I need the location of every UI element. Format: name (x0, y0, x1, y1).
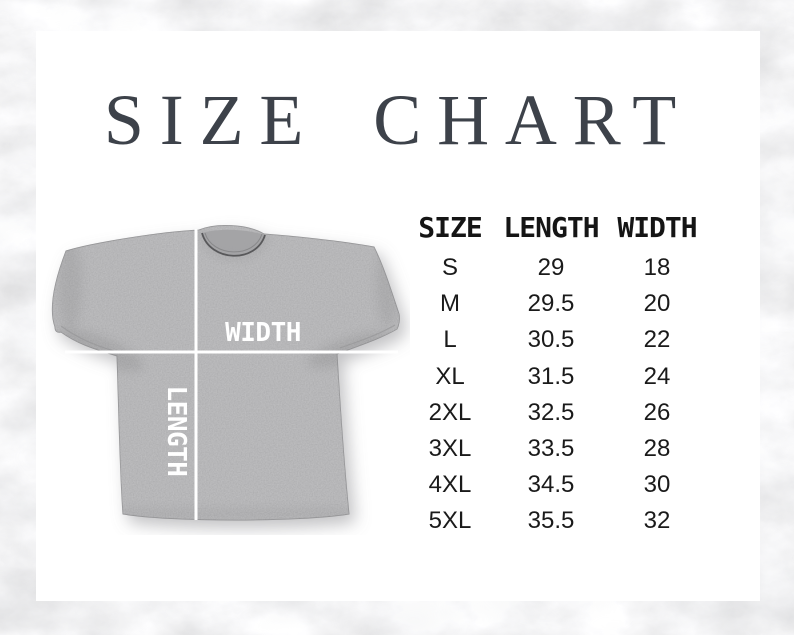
tshirt-fabric-texture (40, 215, 410, 535)
cell-width: 22 (643, 326, 671, 354)
size-table (405, 208, 707, 540)
cell-size: 2XL (428, 398, 472, 426)
cell-width: 30 (643, 471, 671, 499)
cell-length: 32.5 (527, 398, 575, 426)
column-header-length: LENGTH (503, 211, 599, 244)
table-row (405, 503, 707, 539)
cell-width: 24 (643, 362, 671, 390)
cell-width: 20 (643, 290, 671, 318)
cell-length: 34.5 (527, 471, 575, 499)
cell-size: 3XL (428, 434, 472, 462)
cell-size: M (440, 290, 460, 318)
column-header-size: SIZE (418, 211, 482, 244)
width-measure-line (65, 351, 398, 354)
table-row (405, 395, 707, 431)
cell-length: 29.5 (527, 290, 575, 318)
cell-length: 35.5 (527, 507, 575, 535)
table-row (405, 250, 707, 286)
cell-length: 29 (537, 254, 565, 281)
cell-size: S (441, 254, 458, 281)
tshirt-graphic (40, 215, 410, 535)
table-row (405, 322, 707, 358)
table-row (405, 431, 707, 467)
table-row (405, 467, 707, 503)
cell-length: 30.5 (527, 326, 575, 354)
length-measure-line (195, 229, 198, 520)
shirt-width-label: WIDTH (225, 318, 301, 348)
cell-size: L (443, 326, 457, 354)
cell-length: 33.5 (527, 434, 575, 462)
size-table-header (405, 208, 707, 250)
cell-size: 4XL (428, 471, 472, 499)
cell-width: 26 (643, 398, 671, 426)
size-table-body (405, 250, 707, 540)
cell-width: 32 (643, 507, 671, 535)
cell-size: XL (435, 362, 465, 390)
cell-length: 31.5 (527, 362, 575, 390)
table-row (405, 286, 707, 322)
cell-width: 18 (643, 254, 671, 281)
page-title: SIZE CHART (103, 80, 693, 160)
column-header-width: WIDTH (617, 211, 697, 244)
shirt-length-label: LENGTH (161, 385, 191, 477)
cell-size: 5XL (428, 507, 472, 535)
cell-width: 28 (643, 434, 671, 462)
table-row (405, 359, 707, 395)
